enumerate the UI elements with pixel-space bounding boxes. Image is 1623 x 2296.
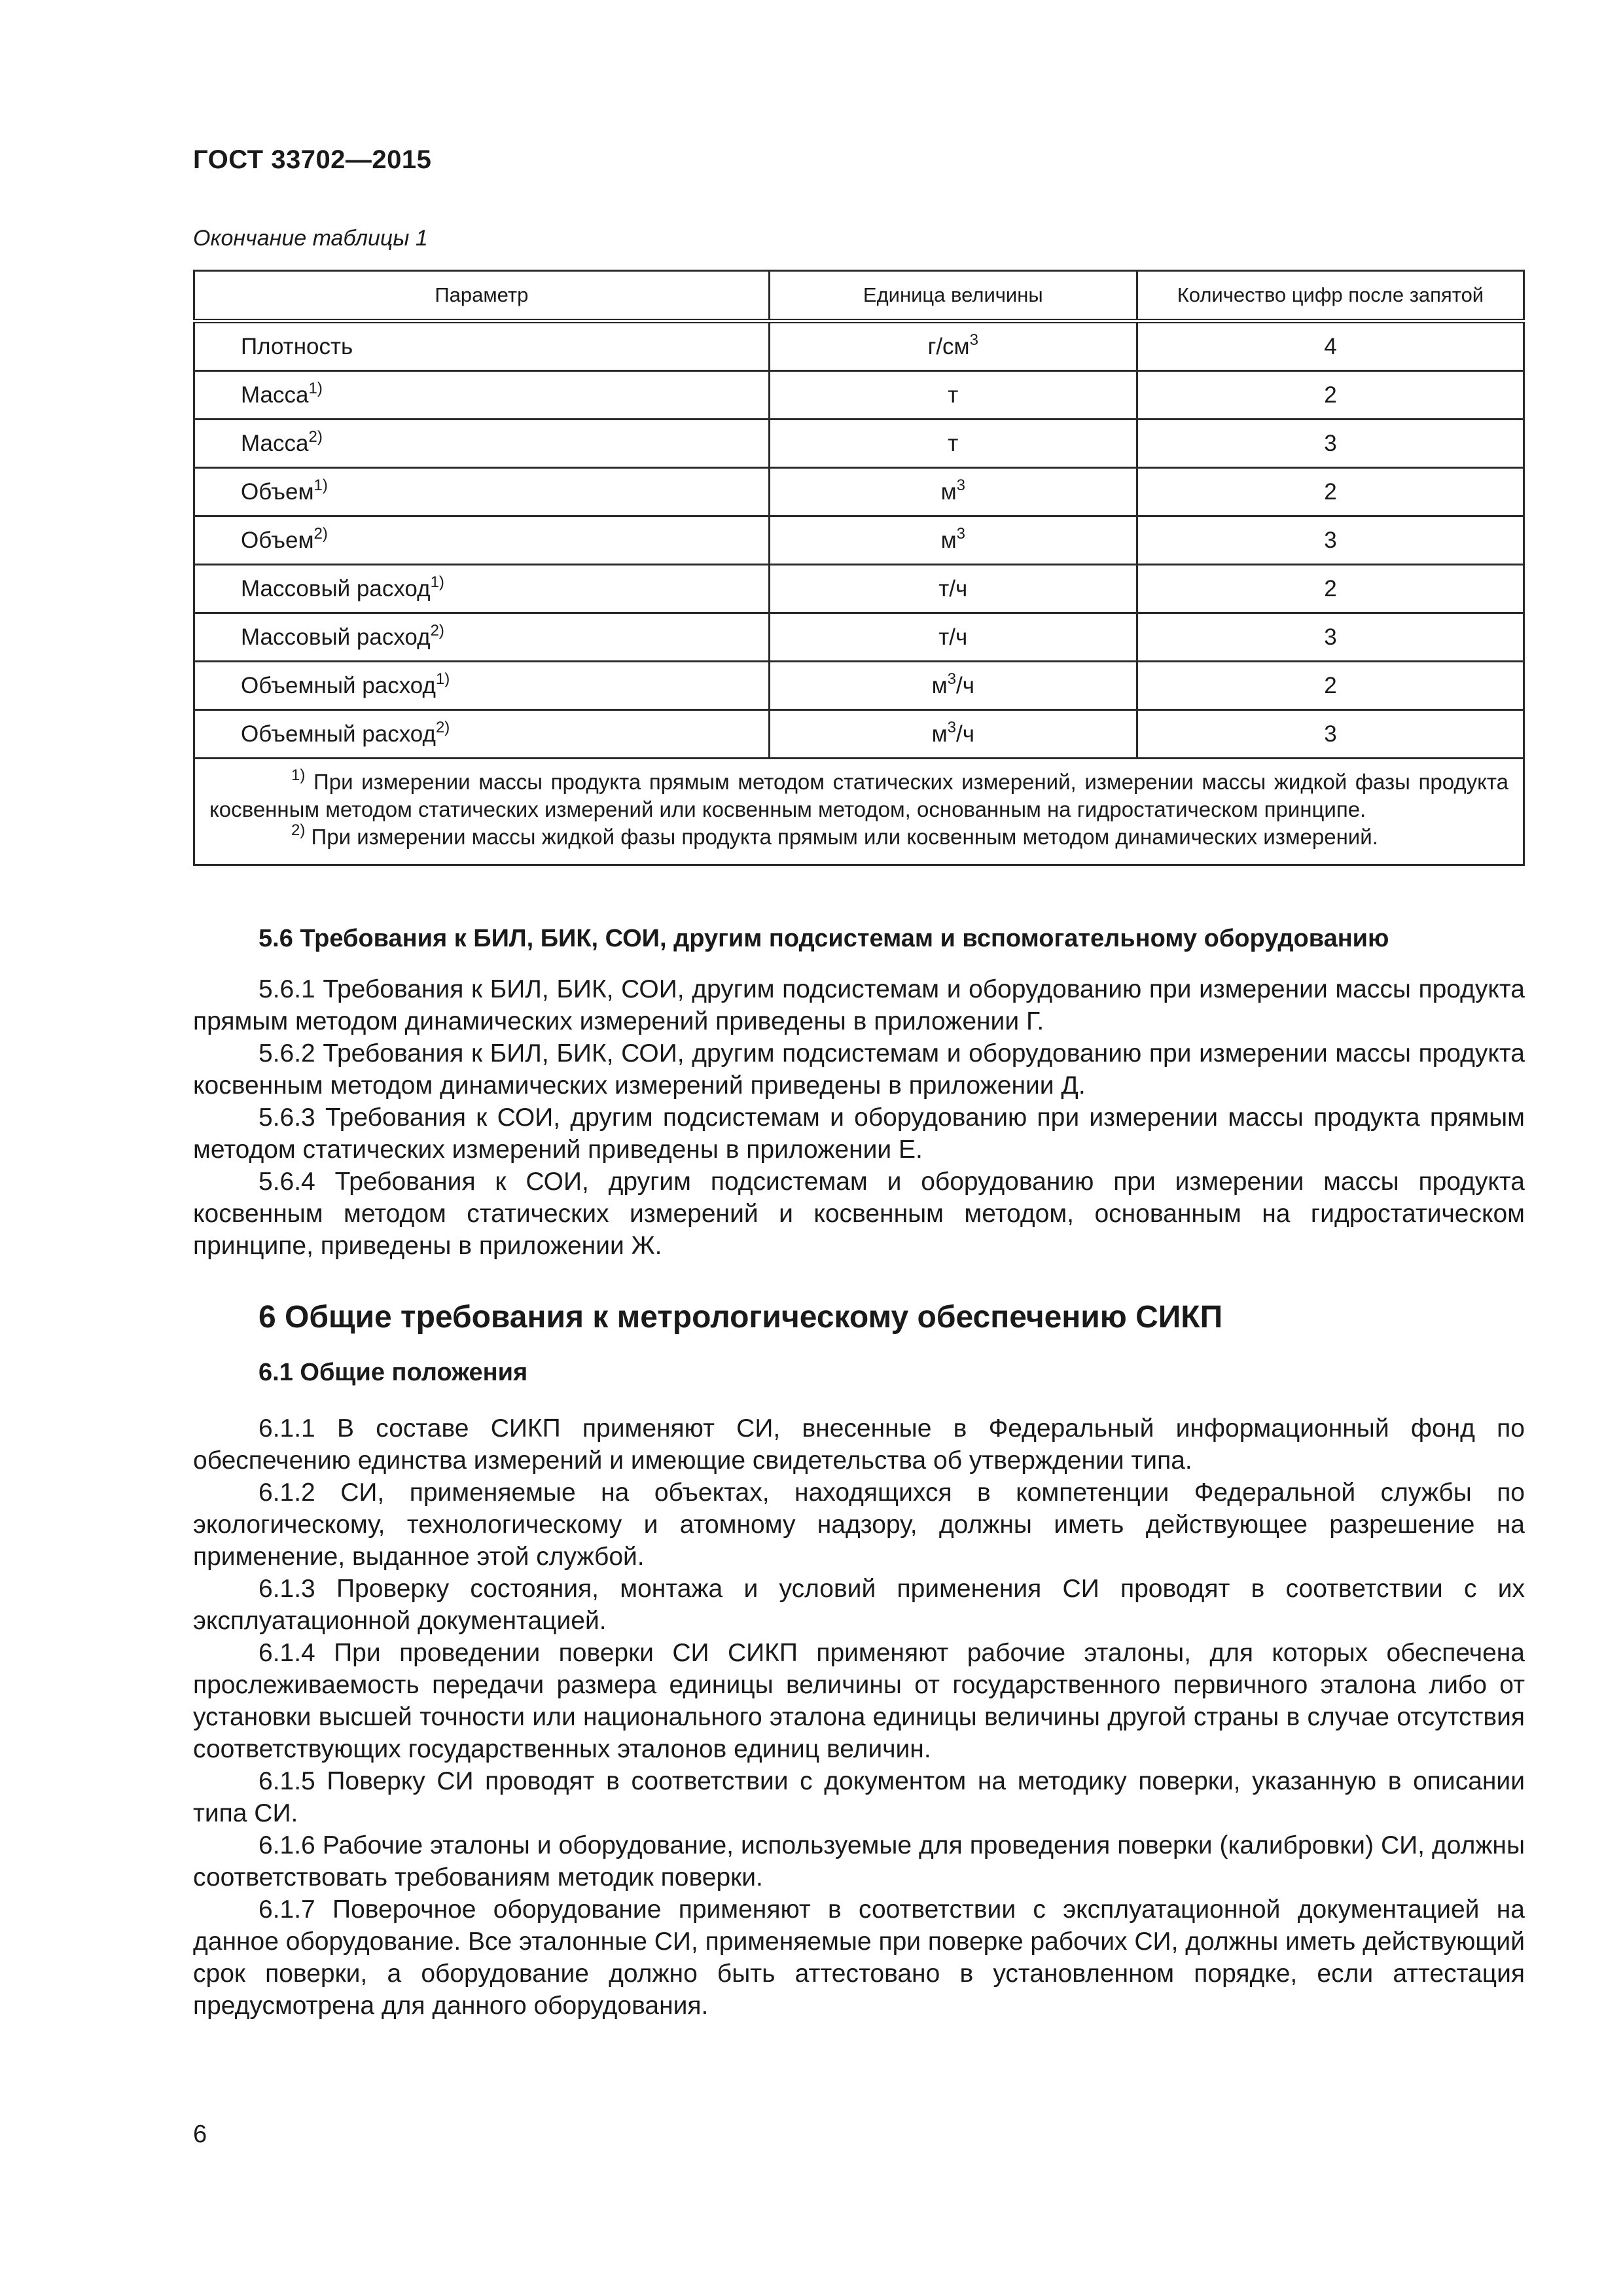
cell-unit: [769, 710, 1137, 759]
unit-suffix: /ч: [956, 721, 974, 747]
table-note: [209, 768, 1508, 823]
paragraph: 5.6.1 Требования к БИЛ, БИК, СОИ, другим подсистемам и оборудованию при измерении массы продукта прямым методом динамических измерений приведены в приложении Г.: [193, 975, 1525, 1035]
note-marker: 1): [291, 766, 306, 784]
column-header-parameter: Параметр: [194, 271, 770, 321]
cell-parameter: [194, 516, 770, 565]
footnote-marker: 1): [313, 476, 328, 494]
cell-digits: 4: [1137, 321, 1524, 371]
parameter-name: Объемный расход: [241, 721, 436, 747]
cell-digits: 2: [1137, 371, 1524, 420]
unit-text: т/ч: [938, 575, 968, 601]
document-code: ГОСТ 33702—2015: [193, 145, 432, 174]
cell-digits: 3: [1137, 420, 1524, 468]
section-body: [193, 923, 1525, 2022]
unit-text: т/ч: [938, 624, 968, 650]
section-5-6-heading: 5.6 Требования к БИЛ, БИК, СОИ, другим подсистемам и вспомогательному оборудованию: [259, 925, 1389, 952]
cell-parameter: [194, 321, 770, 371]
table-note: [209, 823, 1508, 851]
paragraph: 6.1.4 При проведении поверки СИ СИКП применяют рабочие эталоны, для которых обеспечена прослеживаемость передачи размера единицы величины от государственного первичного эталона либо от установки высшей точности или национального эталона единицы величины другой страны в случае отсутствия соответствующих государственных эталонов единиц величин.: [193, 1639, 1525, 1763]
footnote-marker: 2): [435, 718, 450, 736]
cell-unit: [769, 662, 1137, 710]
column-header-unit: Единица величины: [769, 271, 1137, 321]
cell-digits: 3: [1137, 710, 1524, 759]
section-5-6-paragraphs: [193, 973, 1525, 1262]
cell-digits: 3: [1137, 516, 1524, 565]
cell-digits: 2: [1137, 565, 1524, 613]
table-row: [194, 321, 1524, 371]
cell-unit: [769, 321, 1137, 371]
section-6-1-heading: 6.1 Общие положения: [259, 1359, 528, 1386]
cell-unit: [769, 371, 1137, 420]
footnote-marker: 2): [430, 621, 444, 639]
cell-unit: [769, 420, 1137, 468]
table-body: [194, 321, 1524, 865]
paragraph: 6.1.6 Рабочие эталоны и оборудование, используемые для проведения поверки (калибровки) СИ, должны соответствовать требованиям методик поверки.: [193, 1831, 1525, 1892]
parameter-name: Объем: [241, 478, 314, 505]
parameter-name: Объем: [241, 527, 314, 553]
parameter-name: Объемный расход: [241, 672, 436, 698]
footnote-marker: 1): [308, 379, 323, 397]
note-marker: 2): [291, 821, 306, 839]
paragraph: 5.6.2 Требования к БИЛ, БИК, СОИ, другим подсистемам и оборудованию при измерении массы продукта косвенным методом динамических измерений приведены в приложении Д.: [193, 1039, 1525, 1100]
cell-digits: 2: [1137, 468, 1524, 516]
cell-parameter: [194, 468, 770, 516]
cell-unit: [769, 613, 1137, 662]
section-6-1-paragraphs: [193, 1412, 1525, 2022]
footnote-marker: 2): [308, 427, 323, 446]
cell-unit: [769, 468, 1137, 516]
paragraph: 6.1.5 Поверку СИ проводят в соответствии с документом на методику поверки, указанную в описании типа СИ.: [193, 1767, 1525, 1827]
cell-parameter: [194, 565, 770, 613]
table-header-row: [194, 271, 1524, 321]
table-row: [194, 565, 1524, 613]
cell-unit: [769, 565, 1137, 613]
parameter-name: Масса: [241, 430, 309, 456]
unit-exponent: 3: [947, 718, 956, 736]
parameter-name: Массовый расход: [241, 624, 431, 650]
unit-text: м: [940, 478, 957, 505]
parameter-name: Плотность: [241, 333, 353, 359]
unit-exponent: 3: [969, 331, 978, 349]
cell-parameter: [194, 710, 770, 759]
parameter-name: Массовый расход: [241, 575, 431, 601]
table-row: [194, 468, 1524, 516]
table-row: [194, 371, 1524, 420]
column-header-digits: Количество цифр после запятой: [1137, 271, 1524, 321]
table-row: [194, 420, 1524, 468]
paragraph: 6.1.1 В составе СИКП применяют СИ, внесенные в Федеральный информационный фонд по обеспечению единства измерений и имеющие свидетельства об утверждении типа.: [193, 1414, 1525, 1475]
cell-unit: [769, 516, 1137, 565]
unit-text: м: [931, 672, 948, 698]
table-row: [194, 516, 1524, 565]
cell-parameter: [194, 420, 770, 468]
table-row: [194, 662, 1524, 710]
unit-text: м: [931, 721, 948, 747]
table-row: [194, 710, 1524, 759]
unit-text: м: [940, 527, 957, 553]
footnote-marker: 1): [435, 670, 450, 688]
unit-exponent: 3: [956, 524, 965, 543]
paragraph: 5.6.4 Требования к СОИ, другим подсистемам и оборудованию при измерении массы продукта косвенным методом статических измерений и косвенным методом, основанным на гидростатическом принципе, приведены в приложении Ж.: [193, 1168, 1525, 1260]
page-number: 6: [193, 2121, 207, 2148]
unit-text: т: [948, 430, 959, 456]
note-text: При измерении массы продукта прямым методом статических измерений, измерении массы жидкой фазы продукта косвенным методом статических измерений или косвенным методом, основанным на гидростатическом принципе.: [209, 770, 1509, 821]
table-caption: Окончание таблицы 1: [193, 226, 428, 251]
paragraph: 5.6.3 Требования к СОИ, другим подсистемам и оборудованию при измерении массы продукта прямым методом статических измерений приведены в приложении Е.: [193, 1103, 1525, 1164]
unit-exponent: 3: [956, 476, 965, 494]
cell-parameter: [194, 613, 770, 662]
unit-text: г/см: [927, 333, 970, 359]
paragraph: 6.1.7 Поверочное оборудование применяют в соответствии с эксплуатационной документацией на данное оборудование. Все эталонные СИ, применяемые при поверке рабочих СИ, должны иметь действующий срок поверки, а оборудование должно быть аттестовано в установленном порядке, если аттестация предусмотрена для данного оборудования.: [193, 1895, 1525, 2020]
cell-digits: 3: [1137, 613, 1524, 662]
footnote-marker: 2): [313, 524, 328, 543]
unit-exponent: 3: [947, 670, 956, 688]
parameter-name: Масса: [241, 382, 309, 408]
table-notes: [194, 759, 1524, 865]
section-6-heading: 6 Общие требования к метрологическому обеспечению СИКП: [259, 1300, 1223, 1335]
table-row: [194, 613, 1524, 662]
paragraph: 6.1.3 Проверку состояния, монтажа и условий применения СИ проводят в соответствии с их эксплуатационной документацией.: [193, 1575, 1525, 1635]
cell-digits: 2: [1137, 662, 1524, 710]
unit-text: т: [948, 382, 959, 408]
cell-parameter: [194, 371, 770, 420]
note-text: При измерении массы жидкой фазы продукта прямым или косвенным методом динамических измерений.: [311, 825, 1378, 849]
cell-parameter: [194, 662, 770, 710]
footnote-marker: 1): [430, 573, 444, 591]
paragraph: 6.1.2 СИ, применяемые на объектах, находящихся в компетенции Федеральной службы по экологическому, технологическому и атомному надзору, должны иметь действующее разрешение на применение, выданное этой службой.: [193, 1479, 1525, 1571]
parameters-table: [193, 270, 1525, 866]
table-notes-row: [194, 759, 1524, 865]
unit-suffix: /ч: [956, 672, 974, 698]
